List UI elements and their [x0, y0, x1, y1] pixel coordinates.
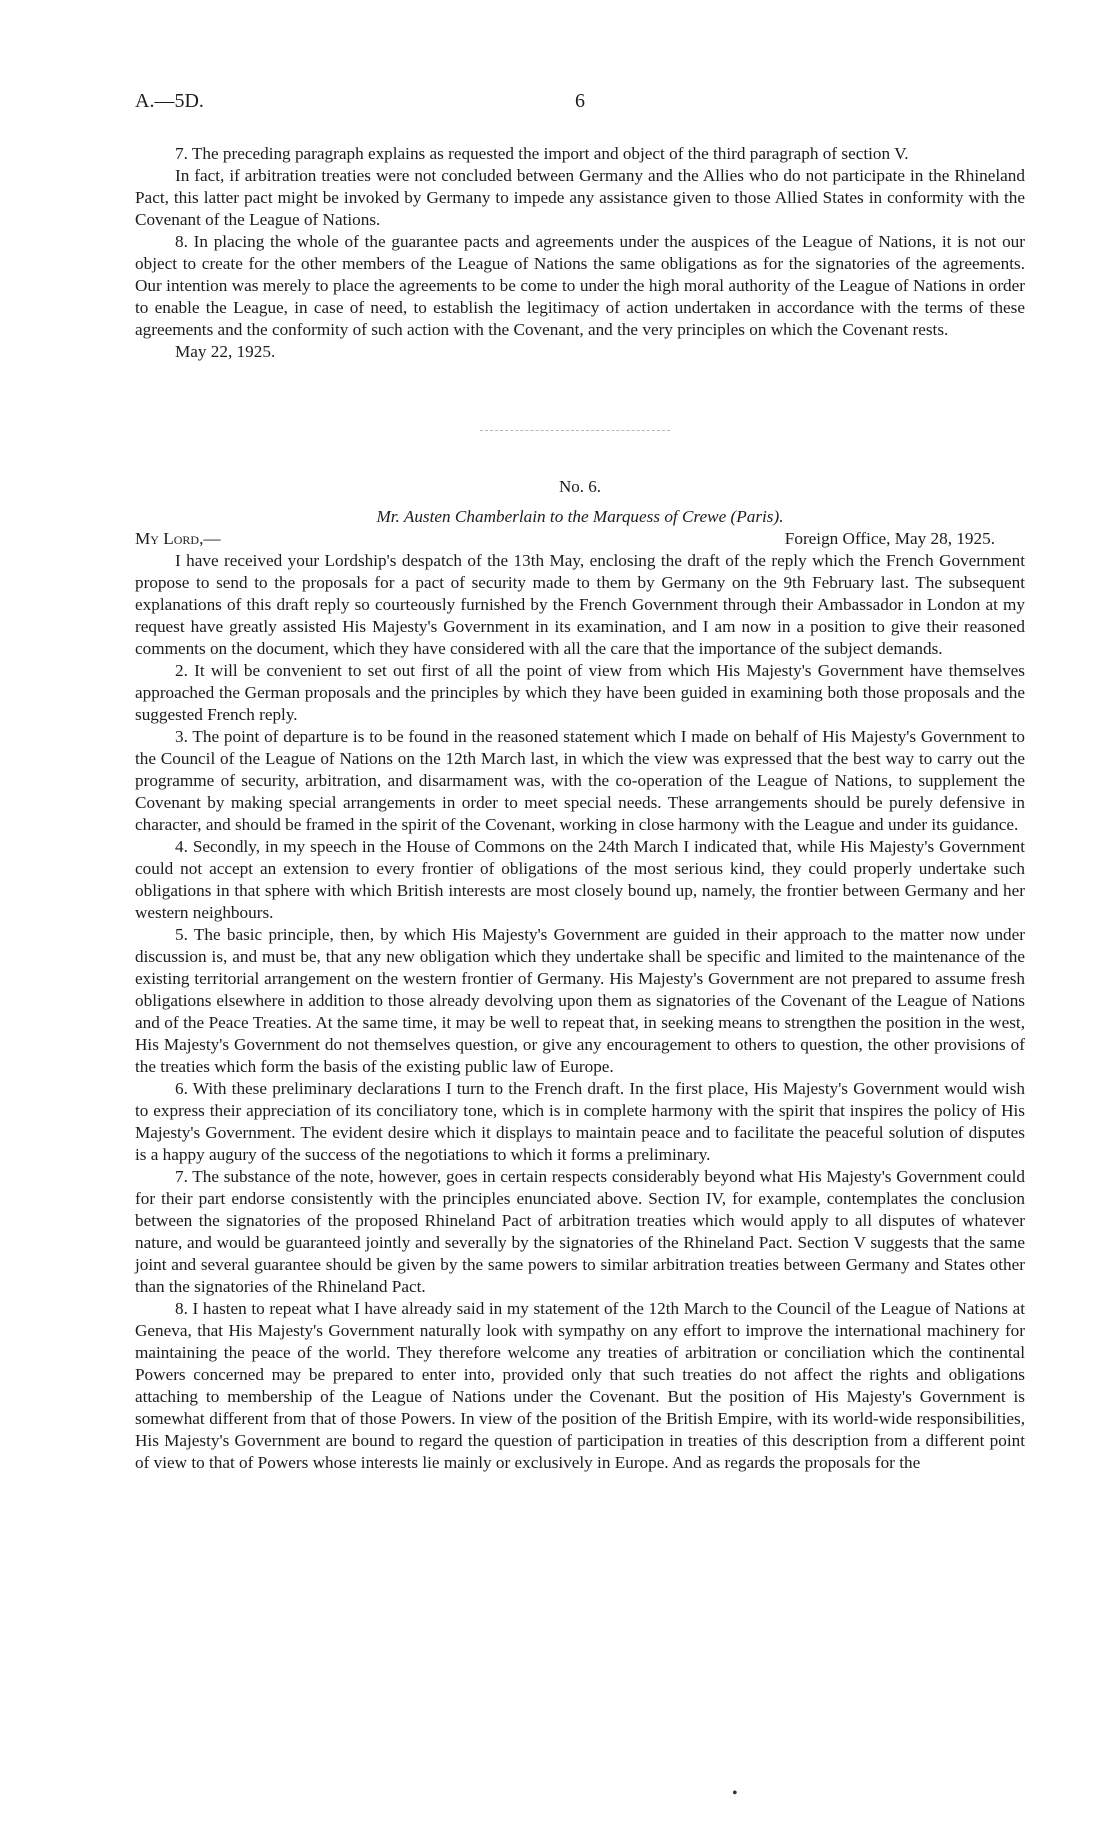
- section-divider: [480, 430, 670, 431]
- paragraph: 3. The point of departure is to be found in the reasoned statement which I made on behalf of His Majesty's Government to the Council of the League of Nations on the 12th March last, in which the view was expressed that the best way to carry out the programme of security, arbitration, and disarmament was, with the co-operation of the League of Nations, to supplement the Covenant by making special arrangements in order to meet special needs. These arrangements should be purely defensive in character, and should be framed in the spirit of the Covenant, working in close harmony with the League and under its guidance.: [135, 727, 1025, 834]
- page-number: 6: [575, 90, 585, 112]
- paragraph: 5. The basic principle, then, by which His Majesty's Government are guided in their approach to the matter now under discussion is, and must be, that any new obligation which they undertake shall be specific and limited to the maintenance of the existing territorial arrangement on the western frontier of Germany. His Majesty's Government are not prepared to assume fresh obligations elsewhere in addition to those already devolving upon them as signatories of the Covenant of the League of Nations and of the Peace Treaties. At the same time, it may be well to repeat that, in seeking means to strengthen the position in the west, His Majesty's Government do not themselves question, or give any encouragement to others to question, the other provisions of the treaties which form the basis of the existing public law of Europe.: [135, 925, 1025, 1076]
- document-heading: Mr. Austen Chamberlain to the Marquess of Crewe (Paris).: [376, 507, 784, 526]
- running-header: [135, 90, 1025, 116]
- salutation: My Lord,—: [135, 529, 221, 548]
- paragraph: 8. I hasten to repeat what I have already said in my statement of the 12th March to the Council of the League of Nations at Geneva, that His Majesty's Government naturally look with sympathy on any effort to improve the international machinery for maintaining the peace of the world. They therefore welcome any treaties of arbitration or conciliation which the continental Powers concerned may be prepared to enter into, provided only that such treaties do not affect the rights and obligations attaching to membership of the League of Nations under the Covenant. But the position of His Majesty's Government is somewhat different from that of those Powers. In view of the position of the British Empire, with its world-wide responsibilities, His Majesty's Government are bound to regard the question of participation in treaties of this description from a different point of view to that of Powers whose interests lie mainly or exclusively in Europe. And as regards the proposals for the: [135, 1299, 1025, 1472]
- salutation-row: [135, 528, 1025, 550]
- document-no-6: [135, 476, 1025, 1474]
- paragraph: 4. Secondly, in my speech in the House of Commons on the 24th March I indicated that, while His Majesty's Government could not accept an extension to every frontier of obligations of the most serious kind, they could properly undertake such obligations in that sphere with which British interests are most closely bound up, namely, the frontier between Germany and her western neighbours.: [135, 837, 1025, 922]
- paragraph: In fact, if arbitration treaties were not concluded between Germany and the Allies who do not participate in the Rhineland Pact, this latter pact might be invoked by Germany to impede any assistance given to those Allied States in conformity with the Covenant of the League of Nations.: [135, 166, 1025, 229]
- paragraph: 7. The preceding paragraph explains as requested the import and object of the third paragraph of section V.: [175, 144, 909, 163]
- page-mark: •: [732, 1785, 738, 1802]
- document-reference: A.—5D.: [135, 90, 204, 112]
- paragraph: 8. In placing the whole of the guarantee pacts and agreements under the auspices of the League of Nations, it is not our object to create for the other members of the League of Nations the same obligations as for the signatories of the agreements. Our intention was merely to place the agreements to be come to under the high moral authority of the League of Nations in order to enable the League, in case of need, to establish the legitimacy of action undertaken in accordance with the terms of these agreements and the conformity of such action with the Covenant, and the very principles on which the Covenant rests.: [135, 232, 1025, 339]
- document-number: No. 6.: [558, 477, 602, 496]
- paragraph: I have received your Lordship's despatch of the 13th May, enclosing the draft of the reply which the French Government propose to send to the proposals for a pact of security made to them by Germany on the 9th February last. The subsequent explanations of this draft reply so courteously furnished by the French Government through their Ambassador in London at my request have greatly assisted His Majesty's Government in its examination, and I am now in a position to give their reasoned comments on the document, which they have considered with all the care that the importance of the subject demands.: [135, 551, 1025, 658]
- dateline: Foreign Office, May 28, 1925.: [784, 529, 995, 548]
- paragraph: 2. It will be convenient to set out first of all the point of view from which His Majesty's Government have themselves approached the German proposals and the principles by which they have been guided in examining both those proposals and the suggested French reply.: [135, 661, 1025, 724]
- document-date: May 22, 1925.: [175, 342, 276, 361]
- paragraph: 6. With these preliminary declarations I turn to the French draft. In the first place, His Majesty's Government would wish to express their appreciation of its conciliatory tone, which is in complete harmony with the spirit that inspires the policy of His Majesty's Government. The evident desire which it displays to maintain peace and to facilitate the peaceful solution of disputes is a happy augury of the success of the negotiations to which it forms a preliminary.: [135, 1079, 1025, 1164]
- previous-document-continuation: [135, 143, 1025, 363]
- paragraph: 7. The substance of the note, however, goes in certain respects considerably beyond what His Majesty's Government could for their part endorse consistently with the principles enunciated above. Section IV, for example, contemplates the conclusion between the signatories of the proposed Rhineland Pact of arbitration treaties which would apply to all disputes of whatever nature, and would be guaranteed jointly and severally by the signatories of the Rhineland Pact. Section V suggests that the same joint and several guarantee should be given by the same powers to similar arbitration treaties between Germany and States other than the signatories of the Rhineland Pact.: [135, 1167, 1025, 1296]
